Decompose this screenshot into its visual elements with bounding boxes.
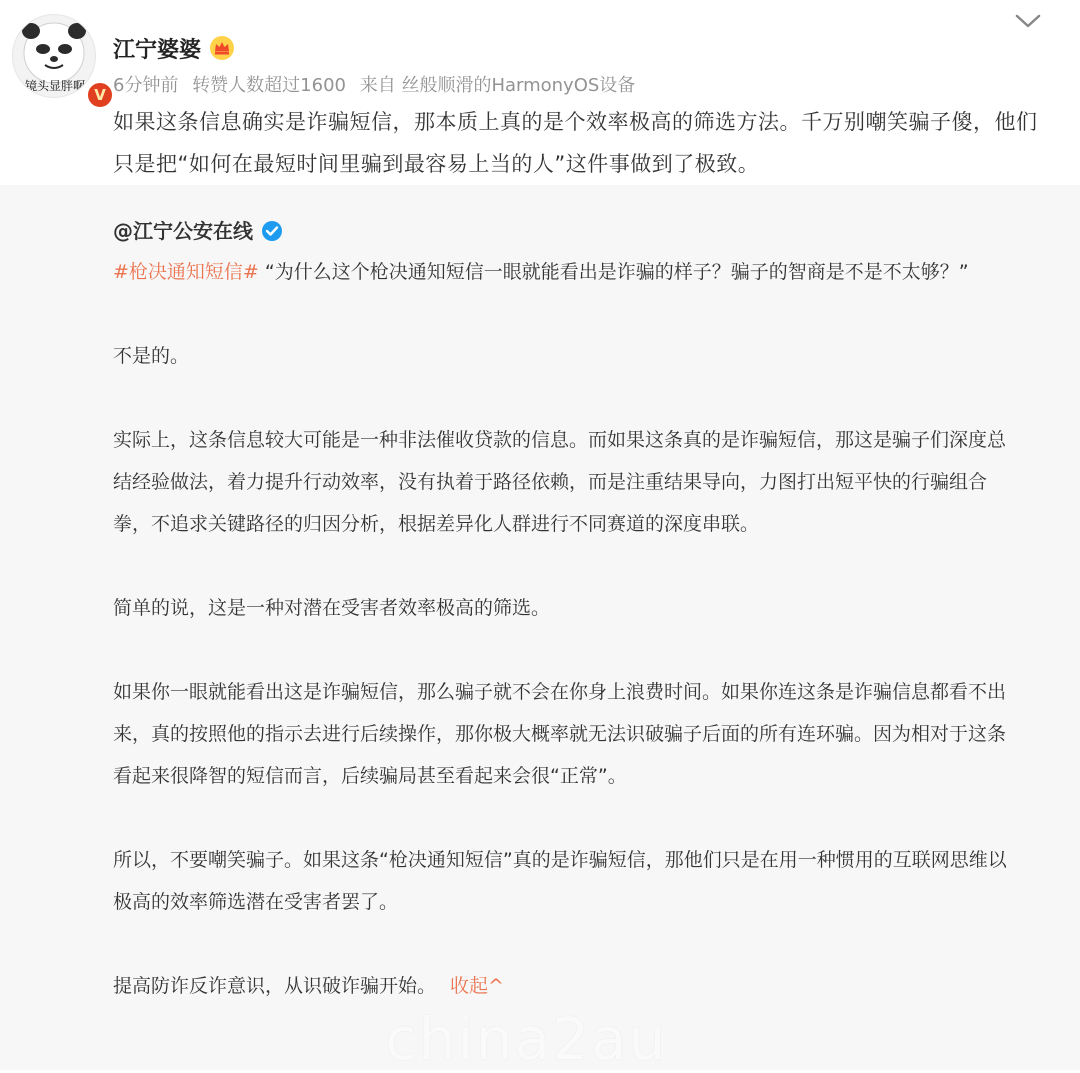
repost-paragraph-2: 不是的。 <box>113 345 190 367</box>
repost-paragraph-7 <box>113 965 1013 1007</box>
avatar-wrap[interactable] <box>12 14 106 104</box>
repost-paragraph-6: 所以，不要嘲笑骗子。如果这条“枪决通知短信”真的是诈骗短信，那他们只是在用一种惯用的互联网思维以极高的效率筛选潜在受害者罢了。 <box>113 849 1007 913</box>
repost-paragraph-7-text: 提高防诈反诈意识，从识破诈骗开始。 <box>113 975 437 997</box>
post-text: 如果这条信息确实是诈骗短信，那本质上真的是个效率极高的筛选方法。千万别嘲笑骗子傻，他们只是把“如何在最短时间里骗到最容易上当的人”这件事做到了极致。 <box>113 110 1038 176</box>
collapse-link[interactable]: 收起^ <box>450 975 504 997</box>
avatar[interactable] <box>12 14 96 98</box>
weibo-post-header <box>0 0 1080 185</box>
crown-icon[interactable] <box>209 35 235 61</box>
repost-author-name[interactable]: @江宁公安在线 <box>113 219 253 243</box>
username-row <box>113 30 235 66</box>
blue-v-icon <box>261 220 283 242</box>
post-meta <box>113 71 643 97</box>
post-repost-count: 转赞人数超过1600 <box>192 75 346 96</box>
repost-card[interactable] <box>0 185 1080 1070</box>
username[interactable]: 江宁婆婆 <box>113 37 202 63</box>
repost-paragraph-5: 如果你一眼就能看出这是诈骗短信，那么骗子就不会在你身上浪费时间。如果你连这条是诈骗信息都看不出来，真的按照他的指示去进行后续操作，那你极大概率就无法识破骗子后面的所有连环骗。因为相对于这条看起来很降智的短信而言，后续骗局甚至看起来会很“正常”。 <box>113 681 1007 787</box>
avatar-caption: 镜头显胖啊 <box>24 79 85 93</box>
post-time[interactable]: 6分钟前 <box>113 75 179 96</box>
post-source: 来自 丝般顺滑的HarmonyOS设备 <box>359 75 636 96</box>
repost-paragraph-4: 简单的说，这是一种对潜在受害者效率极高的筛选。 <box>113 597 551 619</box>
repost-author-row <box>113 211 1013 251</box>
repost-paragraph-1 <box>113 251 1013 293</box>
repost-paragraph-1-text: “为什么这个枪决通知短信一眼就能看出是诈骗的样子？骗子的智商是不是不太够？” <box>258 261 969 283</box>
repost-paragraph-3: 实际上，这条信息较大可能是一种非法催收贷款的信息。而如果这条真的是诈骗短信，那这是骗子们深度总结经验做法，着力提升行动效率，没有执着于路径依赖，而是注重结果导向，力图打出短平快的行骗组合拳，不追求关键路径的归因分析，根据差异化人群进行不同赛道的深度串联。 <box>113 429 1007 535</box>
hashtag-link[interactable]: #枪决通知短信# <box>113 261 259 283</box>
verified-v-icon: V <box>86 81 114 109</box>
repost-body <box>113 211 1013 1007</box>
chevron-down-icon[interactable] <box>1014 10 1042 32</box>
watermark: china2au <box>385 1005 668 1073</box>
